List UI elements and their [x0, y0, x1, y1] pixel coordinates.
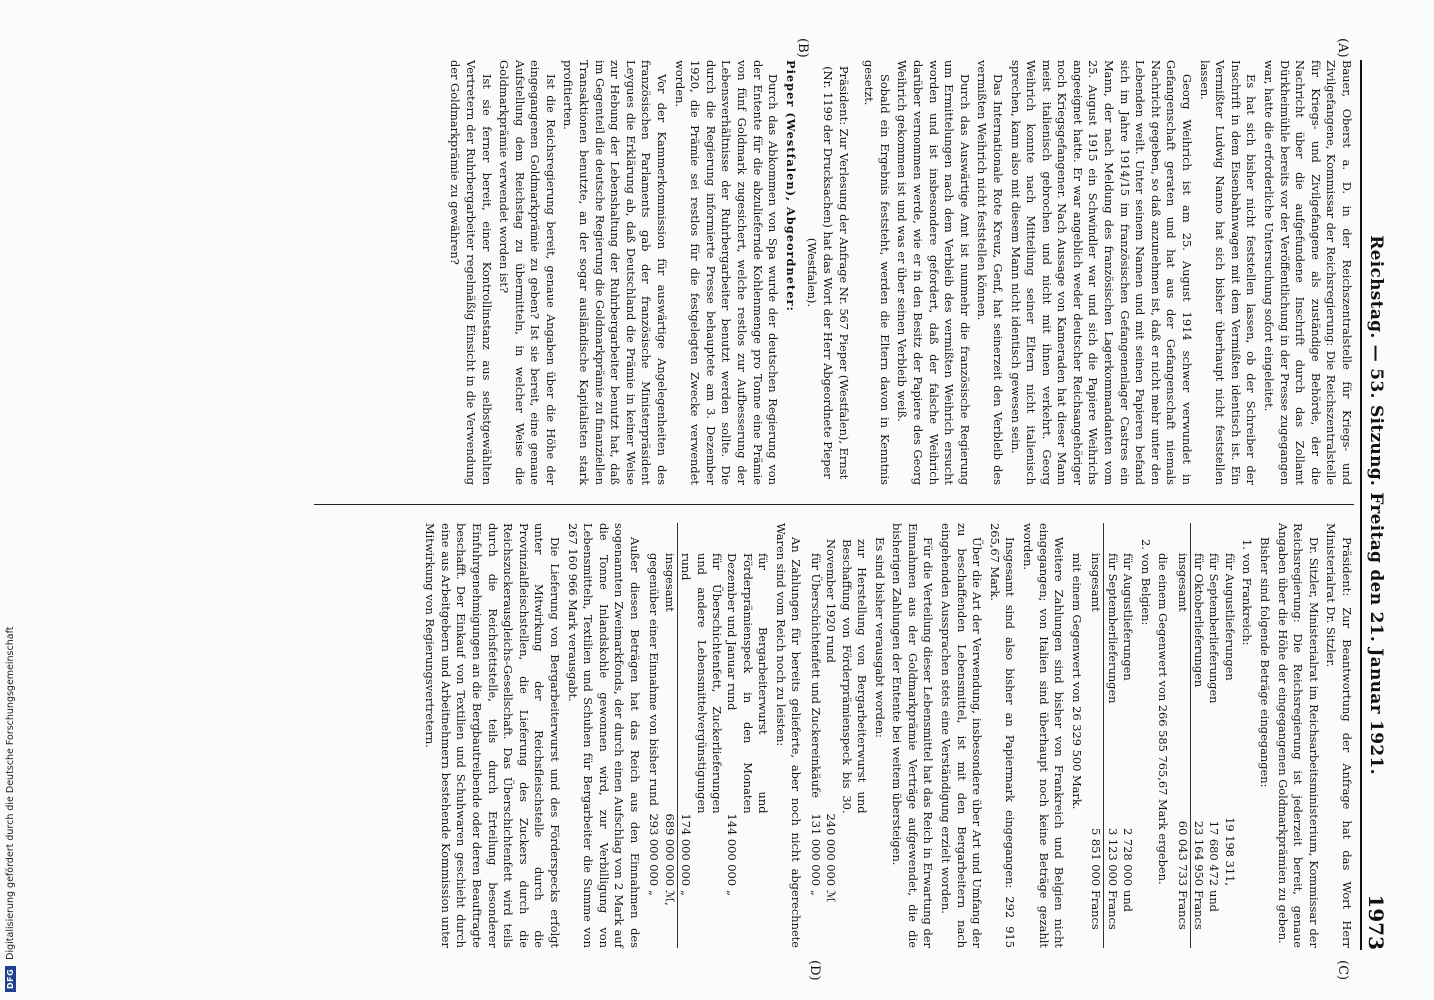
paragraph: Bisher sind folgende Beträge eingegangen: — [1258, 537, 1273, 788]
paragraph: Bauer, Oberst a. D. in der Reichszentralstelle für Kriegs- und Zivilgefangene, Kommissar der Reichsregierung: Die Reichszentralstelle für Kriegs- und Zivilgefangene als zuständige Behörde, der die Nachricht über die aufgefundene Inschrift durch das Zollamt Dürkheimühle bereits vor der Veröffentlichung in der Presse zugegangen war, hatte die erforderliche Untersuchung sofort eingeleitet. — [1262, 60, 1354, 485]
expenditure-table — [807, 523, 869, 948]
row-unit: Francs — [1174, 886, 1190, 948]
row-value: 293 000 000 — [647, 813, 662, 886]
row-value: 174 000 000 — [679, 813, 694, 886]
row-label: für Überschichtenfett und Zuckereinkäufe — [808, 553, 823, 799]
table-row — [807, 523, 822, 948]
paragraph: Außer diesen Beträgen hat das Reich aus den Einnahmen des sogenannten Zweimarkfonds, der durch einen Aufschlag von 2 Mark auf die Tonne Inlandskohle gewonnen wird, zur Verbilligung von Lebensmitteln, Textilien und Schuhen für Bergarbeiter die Summe von 267 160 966 Mark verausgabt. — [565, 523, 643, 948]
row-unit: ℳ, — [661, 886, 677, 948]
row-value: 3 123 000 — [1105, 828, 1120, 886]
row-label: insgesamt — [1174, 523, 1190, 786]
table-row — [646, 523, 661, 948]
row-label: für Augustlieferungen — [1121, 553, 1136, 681]
row-unit: ℳ — [824, 890, 839, 903]
table-row — [1206, 523, 1221, 948]
right-column — [420, 523, 1354, 948]
margin-marker-b: (B) — [795, 38, 810, 58]
table-row — [661, 523, 677, 948]
paragraph: Über die Art der Verwendung, insbesondere über Art und Umfang der zu beschaffenden Lebensmittel, ist mit den Bergarbeitern nach eingehenden Aussprachen stets eine Verständigung erzielt worden. — [939, 523, 985, 948]
margin-marker-c: (C) — [1335, 960, 1350, 981]
row-value: 144 000 000 — [725, 813, 740, 886]
row-unit: Francs — [1088, 886, 1104, 948]
table-row — [1104, 523, 1120, 948]
paragraph: Ist die Reichsregierung bereit, genaue Angaben über die Höhe der eingegangenen Goldmarkprämie zu geben? Ist sie bereit, eine genaue Aufstellung dem Reichstag zu übermitteln, in welcher Weise die Goldmarkprämie verwendet worden ist? — [497, 60, 558, 485]
paragraph: die einem Gegenwert von 266 585 765,67 Mark ergeben. — [1156, 553, 1171, 885]
paragraph: Präsident: Zur Verlesung der Anfrage Nr. 567 Pieper (Westfalen), Ernst (Nr. 1199 der Drucksachen) hat das Wort der Herr Abgeordnete Pieper (Westfalen). — [805, 65, 851, 480]
row-label: insgesamt — [661, 523, 677, 814]
list-heading: 1. von Frankreich: — [1240, 539, 1255, 646]
page-title: Reichstag. — 53. Sitzung. Freitag den 21. Januar 1921. — [1366, 235, 1386, 775]
row-value: 17 680 472 — [1207, 820, 1222, 886]
speaker-name: Pieper (Westfalen), Abgeordneter: — [783, 60, 798, 312]
row-unit: „ — [679, 890, 694, 896]
row-value: 2 728 000 — [1121, 828, 1136, 886]
row-unit: „ — [808, 890, 823, 896]
row-unit — [1221, 886, 1236, 948]
paragraph: Es hat sich bisher nicht feststellen lassen, ob der Schreiber der Inschrift in dem Eisenbahnwagen mit dem Vermißten identisch ist. Ein Vermißter Ludwig Nanno hat sich bisher überhaupt nicht feststellen lassen. — [1197, 60, 1259, 485]
table-row — [724, 523, 770, 948]
paragraph: Für die Verteilung dieser Lebensmittel hat das Reich in Erwartung der Einnahmen aus der Goldmarkprämie Verträge aufgewendet, die die bisherigen Zahlungen der Entente bei weitem übersteigen. — [890, 523, 936, 948]
left-column — [445, 60, 1354, 485]
row-value: 5 851 000 — [1088, 798, 1104, 886]
row-label: für Bergarbeiterwurst und Förderprämienspeck in den Monaten Dezember und Januar rund — [725, 553, 771, 814]
row-unit: und — [1121, 890, 1136, 912]
paragraph: Die Lieferung von Bergarbeiterwurst und des Förderspecks erfolgt unter Mitwirkung der Reichsfleischstelle durch die Provinzialfleischstellen, die Lieferung des Zuckers durch die Reichszuckerausgleichs-Gesellschaft. Das Überschichtenfett wird teils durch die Reichsfettstelle, teils durch Erteilung besonderer Einfuhrgenehmigungen an die Bergbautreibende oder deren Beauftragte beschafft. Der Einkauf von Textilien und Schuhwaren geschieht durch eine aus Arbeitgebern und Arbeitnehmern bestehende Kommission unter Mitwirkung von Regierungsvertretern. — [423, 523, 563, 948]
paragraph: Sobald ein Ergebnis feststeht, werden die Eltern davon in Kenntnis gesetzt. — [862, 60, 892, 485]
paragraph: Ist sie ferner bereit, einer Kontrollinstanz aus selbstgewählten Vertretern der Ruhrbergarbeiter regelmäßig Einsicht in die Verwendung der Goldmarkprämie zu gewähren? — [448, 60, 494, 485]
row-value: 60 043 733 — [1174, 786, 1190, 886]
table-row — [1221, 523, 1236, 948]
column-divider — [314, 504, 1354, 505]
dfg-logo: DFG — [5, 966, 16, 992]
digitization-credit — [2, 0, 18, 1000]
row-label: für Septemberlieferungen — [1207, 553, 1222, 704]
paragraph: mit einem Gegenwert von 26 329 500 Mark. — [1069, 553, 1084, 810]
row-label: gegenüber einer Einnahme von bisher rund — [647, 553, 662, 806]
row-unit: „ — [725, 890, 740, 896]
paragraph: Vor der Kammerkommission für auswärtige Angelegenheiten des französischen Parlaments gab der französische Ministerpräsident Leygues die Erklärung ab, daß Deutschland die Prämie in keiner Weise zur Hebung der Lebenshaltung der Ruhrbergarbeiter benutzt hat, daß im Gegenteil die deutsche Regierung die Goldmarkprämie zu finanziellen Transaktionen benutzte, an der sogar ausländische Kapitalisten stark profitierten. — [561, 60, 670, 485]
row-unit: Francs — [1192, 890, 1207, 930]
row-label: für Septemberlieferungen — [1105, 553, 1120, 704]
paragraph: Dr. Sitzler, Ministerialrat im Reichsarbeitsministerium, Kommissar der Reichsregierung: Die Reichsregierung ist jederzeit bereit, genaue Angaben über die Höhe der eingegangenen Goldmarkprämien zu geben. — [1275, 523, 1321, 948]
row-label: für Augustlieferungen — [1222, 553, 1237, 681]
paragraph: Durch das Auswärtige Amt ist nunmehr die französische Regierung um Ermittelungen nach dem Verbleib des vermißten Weihrich ersucht worden und ist insbesondere gefordert, daß der falsche Weihrich darüber vernommen werde, wie er in den Besitz der Papiere des Georg Weihrich gekommen ist und was er über seinen Verbleib weiß. — [895, 60, 972, 485]
paragraph: Durch das Abkommen von Spa wurde der deutschen Regierung von der Entente für die abzuliefernde Kohlenmenge pro Tonne eine Prämie von fünf Goldmark zugesichert, welche restlos zur Aufbesserung der Lebensverhältnisse der Ruhrbergarbeiter benutzt werden sollte. Die durch die Regierung informierte Presse behauptete am 3. Dezember 1920, die Prämie sei restlos für die festgelegten Zwecke verwendet worden. — [672, 60, 781, 485]
row-value: 131 000 000 — [808, 813, 823, 886]
row-unit: und — [1207, 890, 1222, 912]
row-label: insgesamt — [1088, 523, 1104, 798]
table-row — [1190, 523, 1206, 948]
table-row — [677, 523, 724, 948]
table-row — [823, 523, 869, 948]
paragraph: Es sind bisher verausgabt worden: — [872, 537, 887, 738]
paragraph: Präsident: Zur Beantwortung der Anfrage hat das Wort Herr Ministerialrat Dr. Sitzler. — [1324, 523, 1354, 948]
table-row — [1088, 523, 1104, 948]
page-header — [1360, 60, 1396, 950]
speaker-heading — [782, 60, 798, 485]
credit-text: Digitalisierung gefördert durch die Deutsche Forschungsgemeinschaft — [4, 626, 16, 960]
page-number: 1973 — [1364, 894, 1388, 950]
row-unit: Francs — [1105, 890, 1120, 930]
row-value: 240 000 000 — [824, 813, 839, 886]
paragraph: Georg Weihrich ist am 25. August 1914 schwer verwundet in Gefangenschaft geraten und hat aus der Gefangenschaft niemals Nachricht gegeben, so daß anzunehmen ist, daß er nicht mehr unter den Lebenden weilt. Unter seinem Namen und mit seinen Papieren befand sich im Jahre 1914/15 im französischen Gefangenenlager Castres ein Mann, der nach Meldung des französischen Lagerkommandanten vom 25. August 1915 ein Schwindler war und sich die Papiere Weihrichs angeeignet hatte. Er war angeblich weder deutscher Reichsangehöriger noch Kriegsgefangener. Nach Aussage von Kameraden hat dieser Mann meist italienisch gebrochen und nicht mit ihnen verkehrt. Georg Weihrich konnte nach Mitteilung seiner Eltern nicht italienisch sprechen, kann also mit diesem Mann nicht identisch gewesen sein. — [1008, 60, 1195, 485]
outstanding-table — [646, 523, 770, 948]
table-row — [1174, 523, 1190, 948]
list-heading: 2. von Belgien: — [1138, 539, 1153, 626]
row-label: für Oktoberlieferungen — [1192, 553, 1207, 688]
paragraph: Insgesamt sind also bisher an Papiermark eingegangen: 292 915 265,67 Mark. — [987, 523, 1018, 948]
margin-marker-a: (A) — [1335, 38, 1350, 58]
table-row — [1120, 523, 1135, 948]
row-unit: „ — [647, 890, 662, 896]
figures-table-france — [1174, 523, 1237, 948]
figures-table-belgium — [1088, 523, 1135, 948]
paragraph: Weitere Zahlungen sind bisher von Frankreich und Belgien nicht eingegangen; von Italien sind überhaupt noch keine Beträge gezahlt worden. — [1021, 523, 1067, 948]
paragraph: An Zahlungen für bereits gelieferte, aber noch nicht abgerechnete Waren sind vom Reich noch zu leisten: — [773, 523, 804, 948]
margin-marker-d: (D) — [807, 960, 822, 981]
paragraph: Das Internationale Rote Kreuz, Genf, hat seinerzeit den Verbleib des vermißten Weihrich nicht feststellen können. — [975, 60, 1005, 485]
row-label: für Überschichtenfett, Zuckerlieferungen und andere Lebensmittelvergünstigungen rund — [679, 553, 725, 814]
row-value: 23 164 950 — [1192, 820, 1207, 886]
row-label: zur Herstellung von Bergarbeiterwurst und Beschaffung von Förderprämienspeck bis 30. November 1920 rund — [824, 539, 870, 814]
row-value: 19 198 311, — [1222, 817, 1237, 886]
row-value: 689 000 000 — [662, 813, 677, 886]
